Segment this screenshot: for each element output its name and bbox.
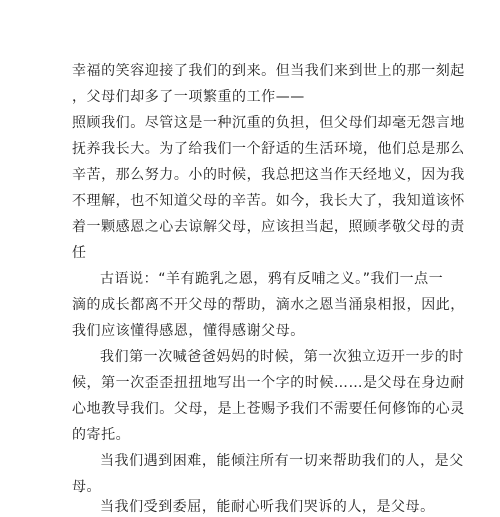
text-line: 我们应该懂得感恩，懂得感谢父母。 xyxy=(72,323,305,339)
text-line: 的寄托。 xyxy=(72,427,131,443)
text-line: 心地教导我们。父母，是上苍赐予我们不需要任何修饰的心灵 xyxy=(72,401,465,417)
text-line: 候，第一次歪歪扭扭地写出一个字的时候……是父母在身边耐 xyxy=(72,375,465,391)
paragraph-start-line: 古语说：“羊有跪乳之恩，鸦有反哺之义。”我们一点一 xyxy=(100,271,444,287)
text-line: ，父母们却多了一项繁重的工作—— xyxy=(72,89,305,105)
text-line: 滴的成长都离不开父母的帮助，滴水之恩当涌泉相报，因此， xyxy=(72,297,465,313)
text-line: 着一颗感恩之心去谅解父母，应该担当起，照顾孝敬父母的责 xyxy=(72,219,465,235)
text-line: 辛苦，那么努力。小的时候，我总把这当作天经地义，因为我 xyxy=(72,167,465,183)
paragraph-start-line: 当我们遇到困难，能倾注所有一切来帮助我们的人，是父 xyxy=(100,453,464,469)
paragraph-start-line: 当我们受到委屈，能耐心听我们哭诉的人，是父母。 xyxy=(100,499,435,515)
text-line: 幸福的笑容迎接了我们的到来。但当我们来到世上的那一刻起 xyxy=(72,63,465,79)
paragraph-start-line: 我们第一次喊爸爸妈妈的时候，第一次独立迈开一步的时 xyxy=(100,349,464,365)
text-line: 母。 xyxy=(72,479,102,495)
text-line: 任 xyxy=(72,245,87,261)
text-line: 抚养我长大。为了给我们一个舒适的生活环境，他们总是那么 xyxy=(72,141,465,157)
text-line: 照顾我们。尽管这是一种沉重的负担，但父母们却毫无怨言地 xyxy=(72,115,465,131)
text-line: 不理解，也不知道父母的辛苦。如今，我长大了，我知道该怀 xyxy=(72,193,465,209)
